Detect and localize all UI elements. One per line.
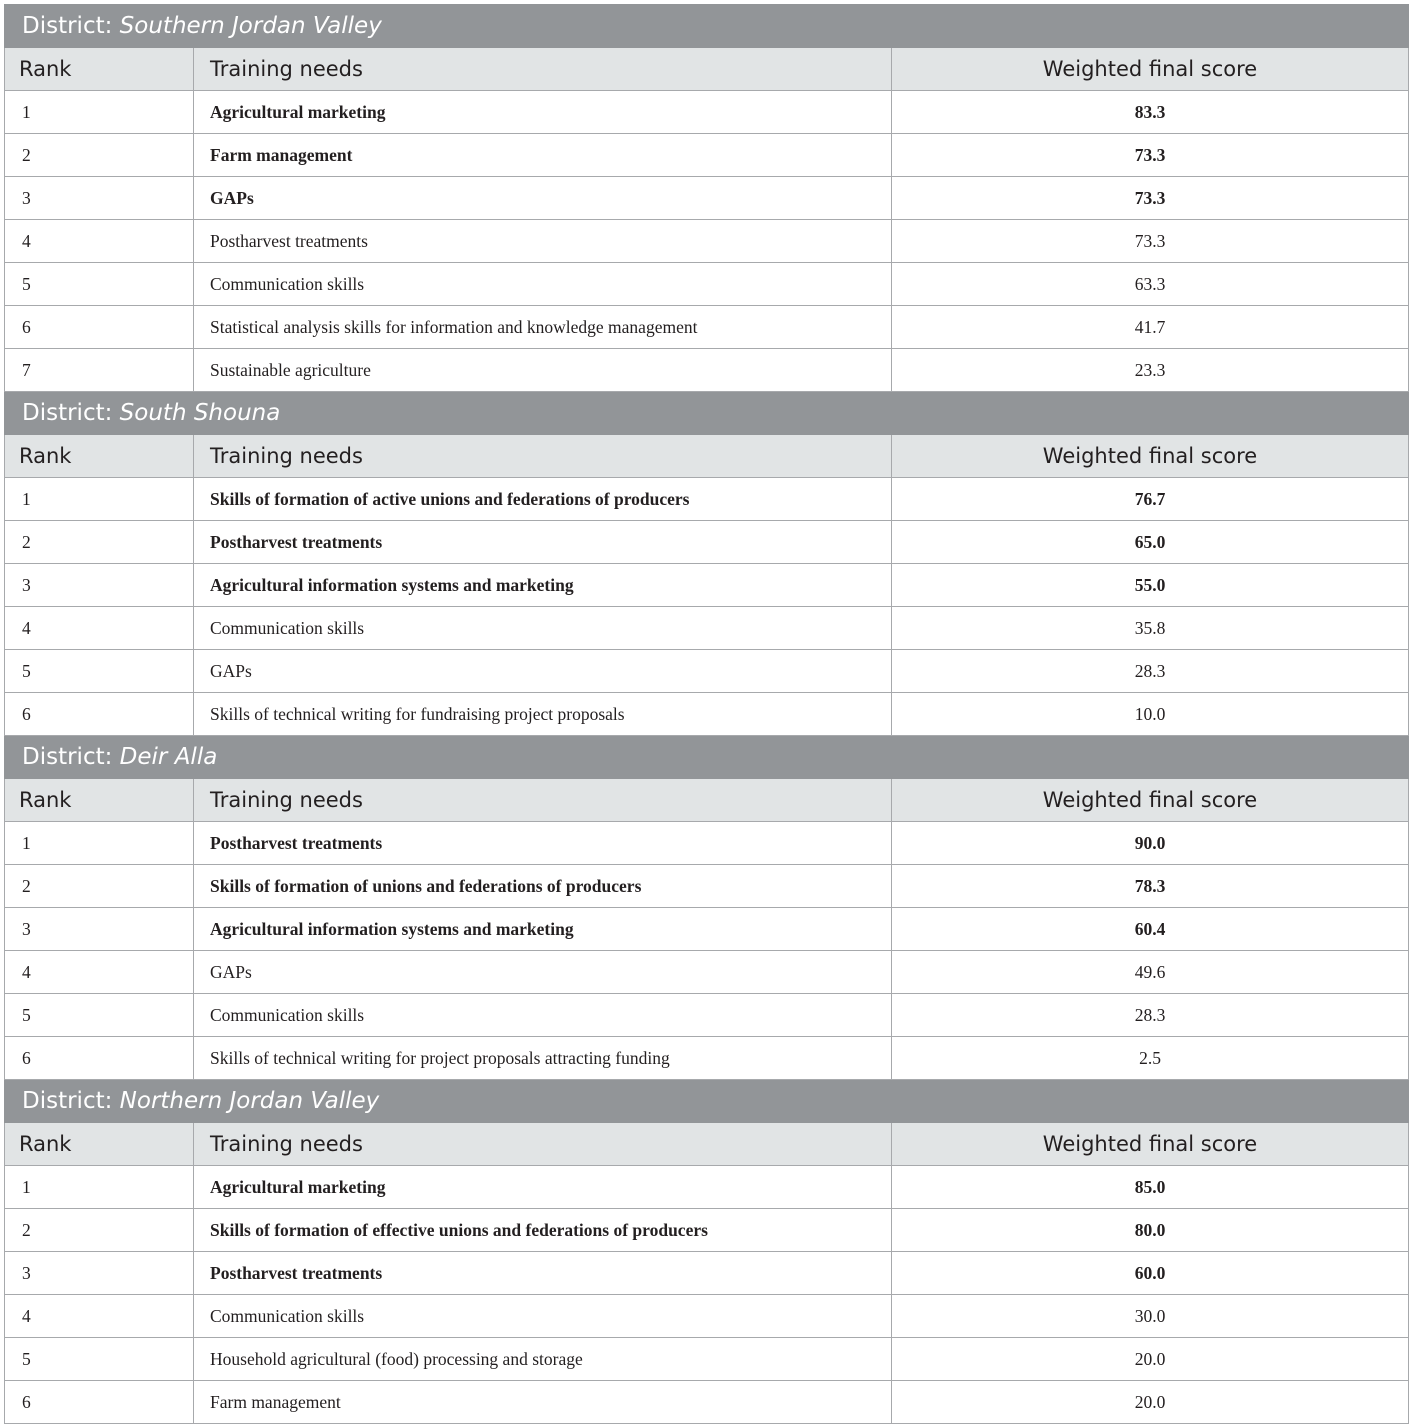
table-row bbox=[5, 1252, 1409, 1295]
training-need-cell: Skills of formation of effective unions and federations of producers bbox=[194, 1209, 892, 1252]
column-header-rank: Rank bbox=[5, 435, 194, 478]
rank-cell: 4 bbox=[5, 1295, 194, 1338]
table-row bbox=[5, 908, 1409, 951]
training-needs-table-container bbox=[4, 4, 1408, 1424]
rank-cell: 5 bbox=[5, 1338, 194, 1381]
score-cell: 28.3 bbox=[892, 994, 1409, 1037]
district-name: South Shouna bbox=[119, 400, 281, 426]
score-cell: 65.0 bbox=[892, 521, 1409, 564]
column-header-weighted-final-score: Weighted final score bbox=[892, 48, 1409, 91]
table-row bbox=[5, 1381, 1409, 1424]
rank-cell: 5 bbox=[5, 650, 194, 693]
rank-cell: 4 bbox=[5, 951, 194, 994]
score-cell: 73.3 bbox=[892, 220, 1409, 263]
training-need-cell: Postharvest treatments bbox=[194, 822, 892, 865]
rank-cell: 1 bbox=[5, 91, 194, 134]
column-header-row bbox=[5, 48, 1409, 91]
score-cell: 2.5 bbox=[892, 1037, 1409, 1080]
training-need-cell: GAPs bbox=[194, 177, 892, 220]
rank-cell: 6 bbox=[5, 306, 194, 349]
score-cell: 60.0 bbox=[892, 1252, 1409, 1295]
training-needs-table bbox=[4, 4, 1409, 1424]
column-header-training-needs: Training needs bbox=[194, 435, 892, 478]
training-need-cell: Skills of formation of unions and federations of producers bbox=[194, 865, 892, 908]
rank-cell: 4 bbox=[5, 220, 194, 263]
rank-cell: 1 bbox=[5, 478, 194, 521]
rank-cell: 3 bbox=[5, 1252, 194, 1295]
district-name: Northern Jordan Valley bbox=[119, 1088, 380, 1114]
training-need-cell: Communication skills bbox=[194, 994, 892, 1037]
score-cell: 80.0 bbox=[892, 1209, 1409, 1252]
column-header-training-needs: Training needs bbox=[194, 1123, 892, 1166]
rank-cell: 6 bbox=[5, 693, 194, 736]
rank-cell: 3 bbox=[5, 177, 194, 220]
district-header bbox=[5, 5, 1409, 48]
training-need-cell: Farm management bbox=[194, 1381, 892, 1424]
table-row bbox=[5, 1338, 1409, 1381]
table-row bbox=[5, 865, 1409, 908]
table-row bbox=[5, 91, 1409, 134]
district-label: District: bbox=[22, 1088, 120, 1114]
training-need-cell: GAPs bbox=[194, 951, 892, 994]
table-row bbox=[5, 1037, 1409, 1080]
table-row bbox=[5, 220, 1409, 263]
column-header-rank: Rank bbox=[5, 48, 194, 91]
training-need-cell: Postharvest treatments bbox=[194, 521, 892, 564]
table-row bbox=[5, 134, 1409, 177]
rank-cell: 2 bbox=[5, 134, 194, 177]
column-header-row bbox=[5, 779, 1409, 822]
training-need-cell: Skills of technical writing for project proposals attracting funding bbox=[194, 1037, 892, 1080]
table-row bbox=[5, 1295, 1409, 1338]
table-row bbox=[5, 607, 1409, 650]
column-header-rank: Rank bbox=[5, 1123, 194, 1166]
score-cell: 60.4 bbox=[892, 908, 1409, 951]
score-cell: 20.0 bbox=[892, 1381, 1409, 1424]
score-cell: 10.0 bbox=[892, 693, 1409, 736]
table-row bbox=[5, 263, 1409, 306]
training-need-cell: Skills of formation of active unions and federations of producers bbox=[194, 478, 892, 521]
training-need-cell: Farm management bbox=[194, 134, 892, 177]
score-cell: 28.3 bbox=[892, 650, 1409, 693]
training-need-cell: Agricultural marketing bbox=[194, 1166, 892, 1209]
training-need-cell: Agricultural marketing bbox=[194, 91, 892, 134]
table-body bbox=[5, 5, 1409, 1424]
district-name: Deir Alla bbox=[119, 744, 218, 770]
column-header-training-needs: Training needs bbox=[194, 779, 892, 822]
score-cell: 85.0 bbox=[892, 1166, 1409, 1209]
rank-cell: 5 bbox=[5, 994, 194, 1037]
training-need-cell: GAPs bbox=[194, 650, 892, 693]
column-header-row bbox=[5, 435, 1409, 478]
district-label: District: bbox=[22, 400, 120, 426]
district-header bbox=[5, 1080, 1409, 1123]
district-header bbox=[5, 736, 1409, 779]
score-cell: 83.3 bbox=[892, 91, 1409, 134]
training-need-cell: Skills of technical writing for fundraising project proposals bbox=[194, 693, 892, 736]
score-cell: 41.7 bbox=[892, 306, 1409, 349]
table-row bbox=[5, 1166, 1409, 1209]
score-cell: 90.0 bbox=[892, 822, 1409, 865]
rank-cell: 2 bbox=[5, 1209, 194, 1252]
score-cell: 49.6 bbox=[892, 951, 1409, 994]
rank-cell: 6 bbox=[5, 1037, 194, 1080]
score-cell: 30.0 bbox=[892, 1295, 1409, 1338]
score-cell: 73.3 bbox=[892, 177, 1409, 220]
rank-cell: 4 bbox=[5, 607, 194, 650]
training-need-cell: Postharvest treatments bbox=[194, 220, 892, 263]
score-cell: 78.3 bbox=[892, 865, 1409, 908]
training-need-cell: Household agricultural (food) processing and storage bbox=[194, 1338, 892, 1381]
rank-cell: 6 bbox=[5, 1381, 194, 1424]
column-header-row bbox=[5, 1123, 1409, 1166]
score-cell: 73.3 bbox=[892, 134, 1409, 177]
score-cell: 76.7 bbox=[892, 478, 1409, 521]
rank-cell: 7 bbox=[5, 349, 194, 392]
district-header-row bbox=[5, 1080, 1409, 1123]
district-header bbox=[5, 392, 1409, 435]
table-row bbox=[5, 822, 1409, 865]
table-row bbox=[5, 650, 1409, 693]
column-header-weighted-final-score: Weighted final score bbox=[892, 435, 1409, 478]
district-name: Southern Jordan Valley bbox=[119, 13, 382, 39]
table-row bbox=[5, 349, 1409, 392]
table-row bbox=[5, 564, 1409, 607]
training-need-cell: Statistical analysis skills for information and knowledge management bbox=[194, 306, 892, 349]
table-row bbox=[5, 521, 1409, 564]
column-header-weighted-final-score: Weighted final score bbox=[892, 1123, 1409, 1166]
table-row bbox=[5, 1209, 1409, 1252]
table-row bbox=[5, 994, 1409, 1037]
training-need-cell: Postharvest treatments bbox=[194, 1252, 892, 1295]
table-row bbox=[5, 306, 1409, 349]
district-header-row bbox=[5, 392, 1409, 435]
score-cell: 55.0 bbox=[892, 564, 1409, 607]
training-need-cell: Sustainable agriculture bbox=[194, 349, 892, 392]
score-cell: 20.0 bbox=[892, 1338, 1409, 1381]
district-label: District: bbox=[22, 13, 120, 39]
column-header-rank: Rank bbox=[5, 779, 194, 822]
rank-cell: 1 bbox=[5, 822, 194, 865]
rank-cell: 3 bbox=[5, 564, 194, 607]
training-need-cell: Communication skills bbox=[194, 1295, 892, 1338]
rank-cell: 3 bbox=[5, 908, 194, 951]
rank-cell: 2 bbox=[5, 521, 194, 564]
score-cell: 23.3 bbox=[892, 349, 1409, 392]
training-need-cell: Agricultural information systems and marketing bbox=[194, 564, 892, 607]
score-cell: 63.3 bbox=[892, 263, 1409, 306]
training-need-cell: Communication skills bbox=[194, 607, 892, 650]
column-header-weighted-final-score: Weighted final score bbox=[892, 779, 1409, 822]
score-cell: 35.8 bbox=[892, 607, 1409, 650]
district-header-row bbox=[5, 736, 1409, 779]
table-row bbox=[5, 951, 1409, 994]
training-need-cell: Agricultural information systems and marketing bbox=[194, 908, 892, 951]
table-row bbox=[5, 478, 1409, 521]
rank-cell: 1 bbox=[5, 1166, 194, 1209]
rank-cell: 5 bbox=[5, 263, 194, 306]
district-label: District: bbox=[22, 744, 120, 770]
table-row bbox=[5, 693, 1409, 736]
column-header-training-needs: Training needs bbox=[194, 48, 892, 91]
district-header-row bbox=[5, 5, 1409, 48]
rank-cell: 2 bbox=[5, 865, 194, 908]
training-need-cell: Communication skills bbox=[194, 263, 892, 306]
table-row bbox=[5, 177, 1409, 220]
